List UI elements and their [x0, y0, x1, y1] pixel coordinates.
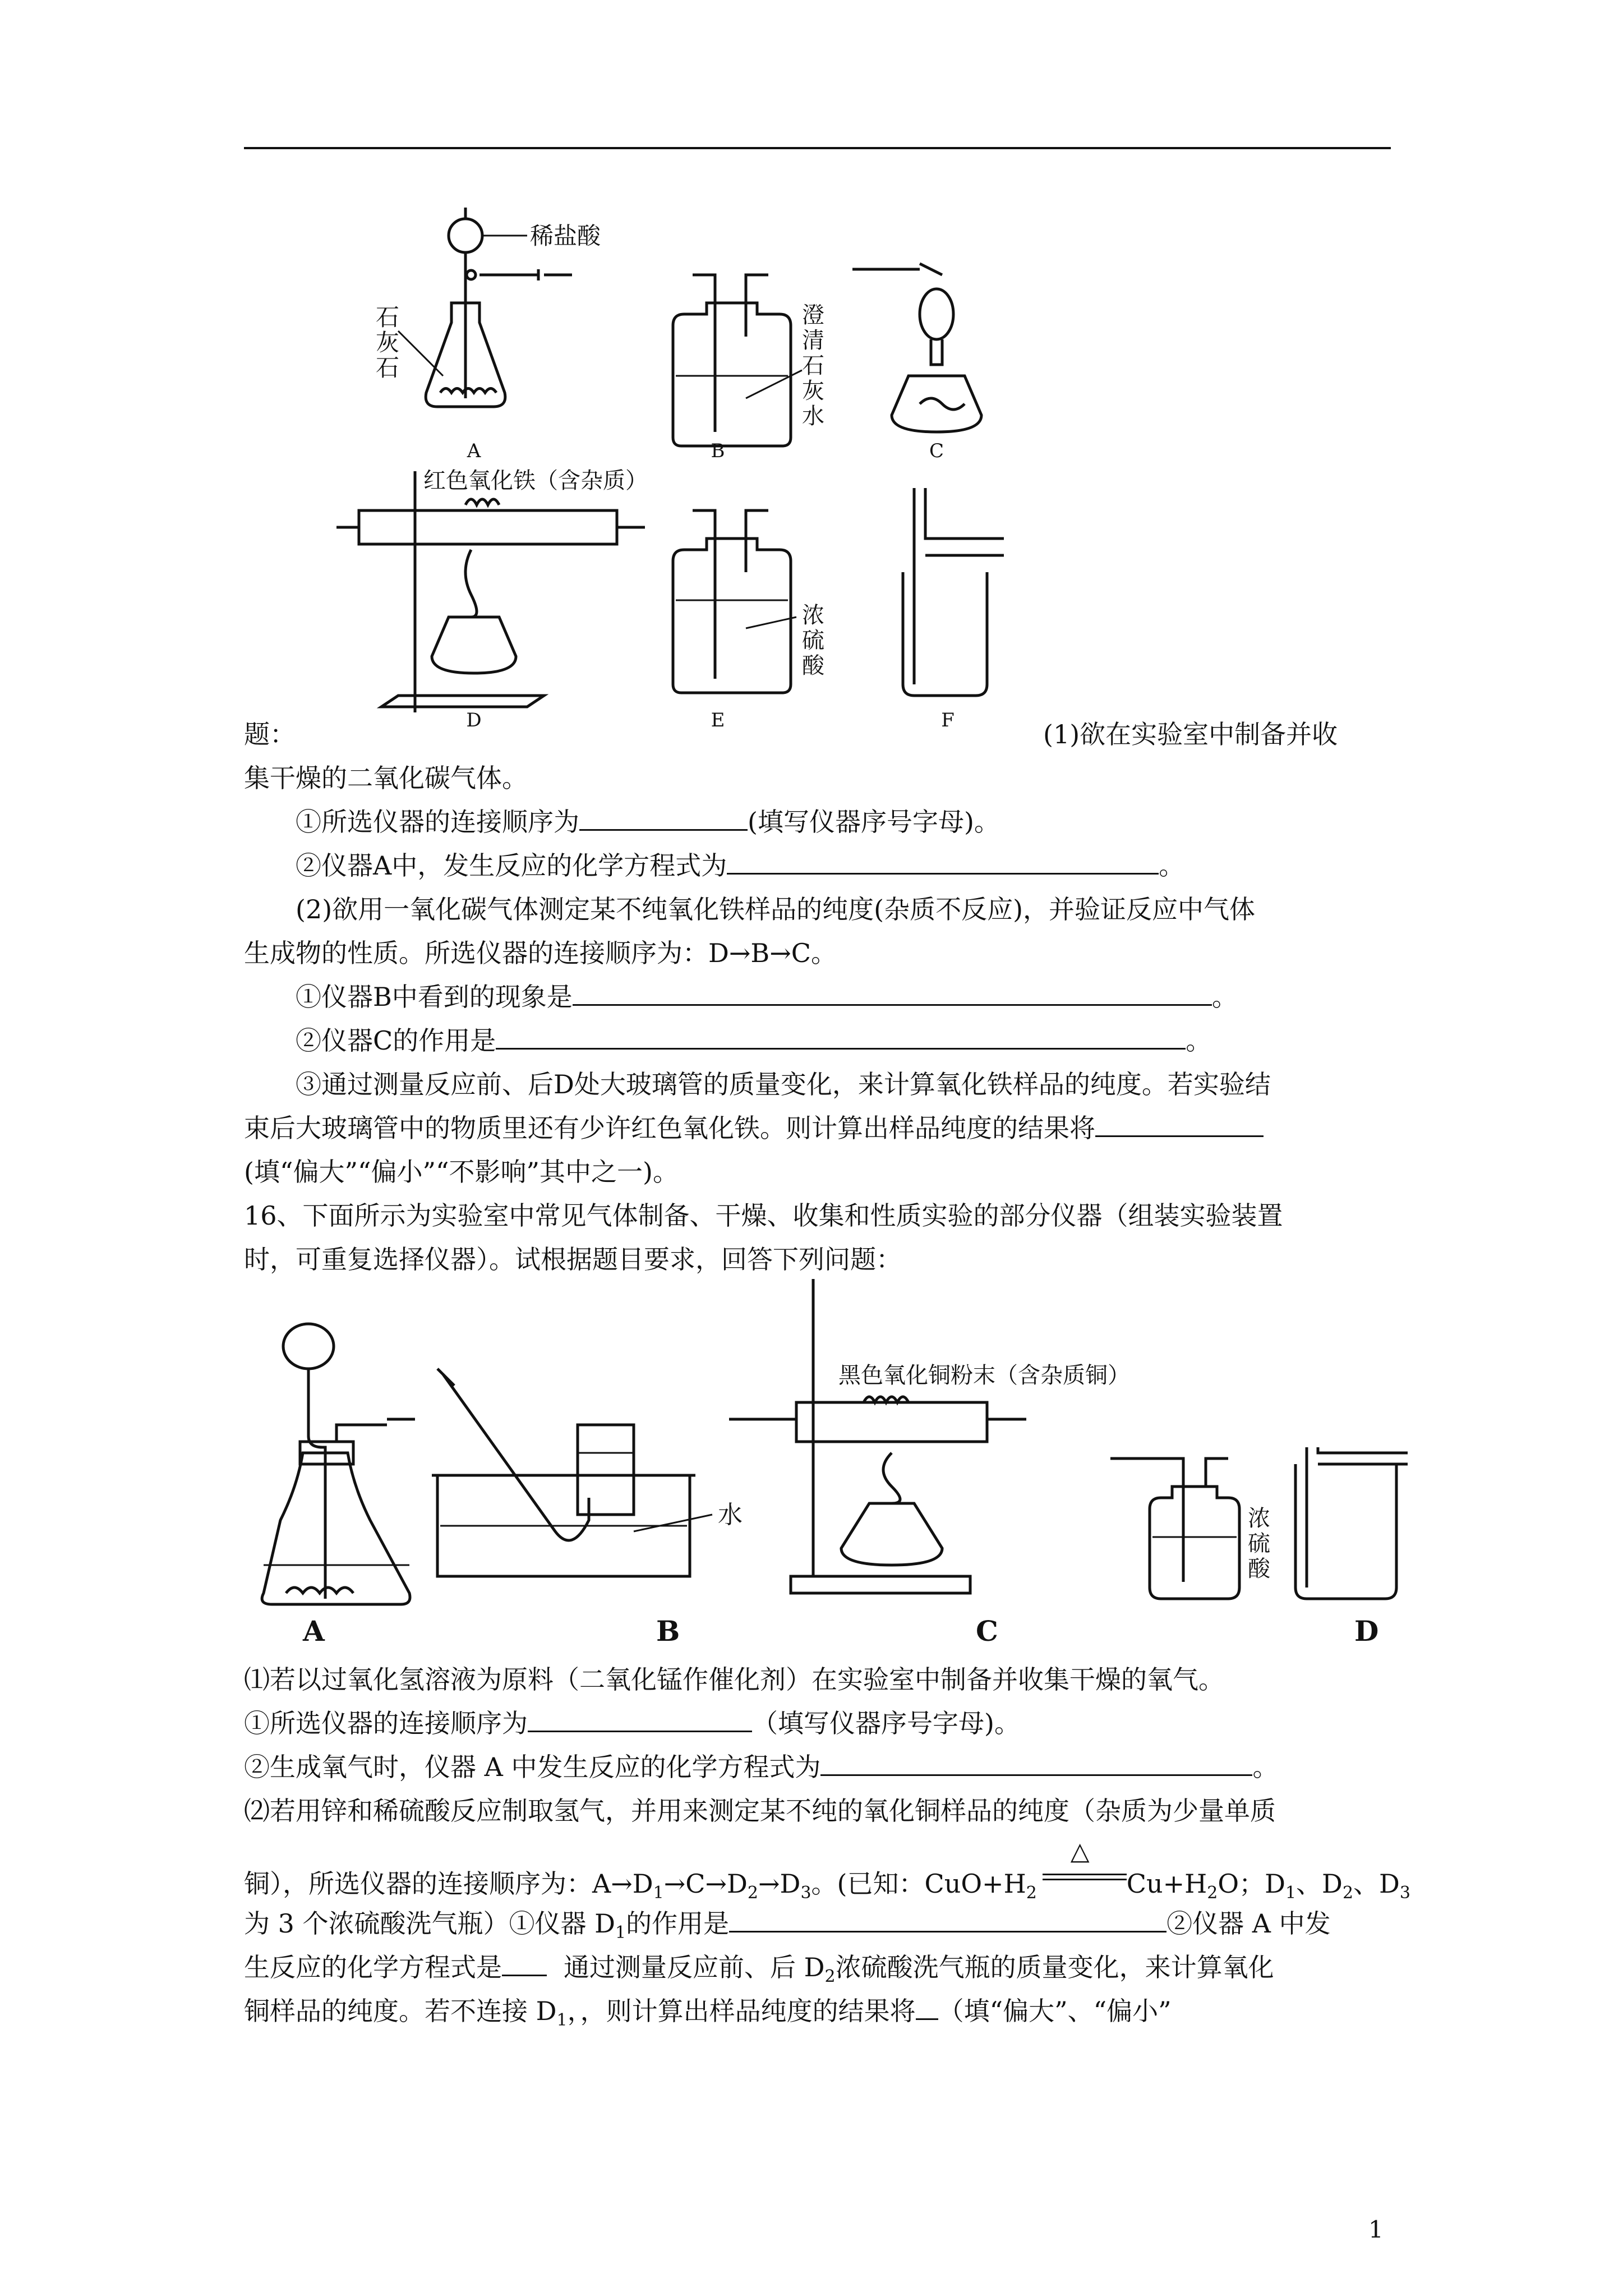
label-sulfuric-3: 酸: [802, 653, 824, 679]
q15-p2: ②仪器A中，发生反应的化学方程式为 。: [244, 848, 1442, 883]
q16-line2: 时，可重复选择仪器）。试根据题目要求，回答下列问题：: [244, 1244, 902, 1274]
apparatus-b: [673, 275, 802, 446]
answer-blank[interactable]: [1095, 1111, 1264, 1137]
caption-b: B: [711, 440, 725, 462]
apparatus-d: [336, 471, 645, 712]
label-limewater-4: 灰: [802, 378, 824, 404]
caption-2d: D: [1354, 1614, 1379, 1648]
caption-2c: C: [976, 1614, 998, 1648]
caption-f: F: [941, 709, 955, 729]
label-limewater-2: 清: [802, 328, 824, 353]
apparatus-e: [673, 510, 796, 693]
answer-blank[interactable]: [727, 848, 1159, 875]
caption-c: C: [929, 440, 944, 462]
q15-intro: 题： (1)欲在实验室中制备并收: [244, 719, 1338, 749]
label-sulfuric-1: 浓: [802, 602, 824, 628]
q15-p6: ②仪器C的作用是 。: [244, 1023, 1442, 1058]
label-limewater-5: 水: [802, 403, 824, 429]
q15-p7: ③通过测量反应前、后D处大玻璃管的质量变化，来计算氧化铁样品的纯度。若实验结: [296, 1069, 1271, 1099]
caption-2b: B: [656, 1614, 680, 1648]
label-limewater-1: 澄: [802, 302, 824, 328]
label-limestone-2: 灰: [376, 329, 400, 356]
q15-p4: 生成物的性质。所选仪器的连接顺序为：D→B→C。: [244, 938, 837, 968]
answer-blank[interactable]: [502, 1950, 547, 1976]
apparatus-2a: [262, 1324, 415, 1604]
figure-1-apparatus: [314, 191, 1099, 729]
label-acid: 稀盐酸: [530, 222, 601, 250]
label-sulfuric2-3: 酸: [1248, 1556, 1270, 1582]
q16-a4: ⑵若用锌和稀硫酸反应制取氢气，并用来测定某不纯的氧化铜样品的纯度（杂质为少量单质: [244, 1796, 1276, 1826]
answer-blank[interactable]: [573, 979, 1212, 1006]
label-sulfuric2-2: 硫: [1248, 1531, 1270, 1557]
q16-a3: ②生成氧气时，仪器 A 中发生反应的化学方程式为 。: [244, 1750, 1391, 1784]
limestone-leader: [398, 331, 443, 376]
q15-p3: (2)欲用一氧化碳气体测定某不纯氧化铁样品的纯度(杂质不反应)，并验证反应中气体: [296, 894, 1256, 924]
label-iron-oxide: 红色氧化铁（含杂质）: [423, 468, 648, 494]
figure-2-apparatus: [241, 1262, 1413, 1655]
label-copper-oxide: 黑色氧化铜粉末（含杂质铜）: [838, 1363, 1130, 1388]
q16-a8: 铜样品的纯度。若不连接 $D_1$，，则计算出样品纯度的结果将 （填“偏大”、“偏小”: [244, 1994, 1391, 2038]
q16-a7: 生反应的化学方程式是 通过测量反应前、后 $D_2$浓硫酸洗气瓶的质量变化，来计算氧化: [244, 1950, 1391, 1994]
caption-e: E: [711, 709, 725, 729]
label-limestone-3: 石: [376, 354, 400, 381]
reaction-condition: △: [1037, 1862, 1127, 1896]
label-sulfuric2-1: 浓: [1248, 1506, 1270, 1531]
answer-blank[interactable]: [528, 1706, 752, 1732]
apparatus-2b: [432, 1369, 712, 1576]
caption-2a: A: [303, 1614, 325, 1648]
label-limewater-3: 石: [802, 353, 824, 379]
label-water: 水: [718, 1501, 743, 1529]
q15-p9: (填“偏大”“偏小”“不影响”其中之一)。: [244, 1157, 679, 1187]
answer-blank[interactable]: [496, 1023, 1186, 1050]
q16-line1: 16、下面所示为实验室中常见气体制备、干燥、收集和性质实验的部分仪器（组装实验装置: [244, 1200, 1283, 1231]
apparatus-c: [852, 264, 981, 432]
apparatus-2d-wash: [1110, 1458, 1239, 1599]
q16-a1: ⑴若以过氧化氢溶液为原料（二氧化锰作催化剂）在实验室中制备并收集干燥的氧气。: [244, 1664, 1224, 1695]
apparatus-2d-collect: [1295, 1447, 1408, 1599]
apparatus-2c: [729, 1279, 1026, 1593]
header-rule: [244, 147, 1391, 149]
caption-a: A: [467, 440, 481, 462]
q16-a6: 为 3 个浓硫酸洗气瓶）①仪器 $D_1$的作用是 ②仪器 A 中发: [244, 1906, 1391, 1950]
answer-blank[interactable]: [579, 804, 748, 831]
q15-p1: ①所选仪器的连接顺序为 (填写仪器序号字母)。: [244, 804, 1442, 839]
q16-a2: ①所选仪器的连接顺序为 （填写仪器序号字母)。: [244, 1706, 1391, 1741]
caption-d: D: [466, 709, 482, 729]
page-number: 1: [1368, 2216, 1384, 2243]
answer-blank[interactable]: [916, 1994, 938, 2020]
answer-blank[interactable]: [820, 1750, 1252, 1776]
label-limestone-1: 石: [376, 303, 400, 331]
q15-p8: 束后大玻璃管中的物质里还有少许红色氧化铁。则计算出样品纯度的结果将: [244, 1111, 1391, 1145]
q15-line2: 集干燥的二氧化碳气体。: [244, 763, 528, 793]
q16-a5: 铜），所选仪器的连接顺序为：$A\to D_1\to C\to D_2\to D_3$。(已知：$CuO+H_2$ △ $Cu+H_2O$；$D_1$、$D_2$、$D_3$: [244, 1837, 1411, 1903]
q15-p5: ①仪器B中看到的现象是 。: [244, 979, 1442, 1014]
label-sulfuric-2: 硫: [802, 628, 824, 654]
answer-blank[interactable]: [729, 1906, 1166, 1932]
apparatus-f: [903, 488, 1004, 696]
